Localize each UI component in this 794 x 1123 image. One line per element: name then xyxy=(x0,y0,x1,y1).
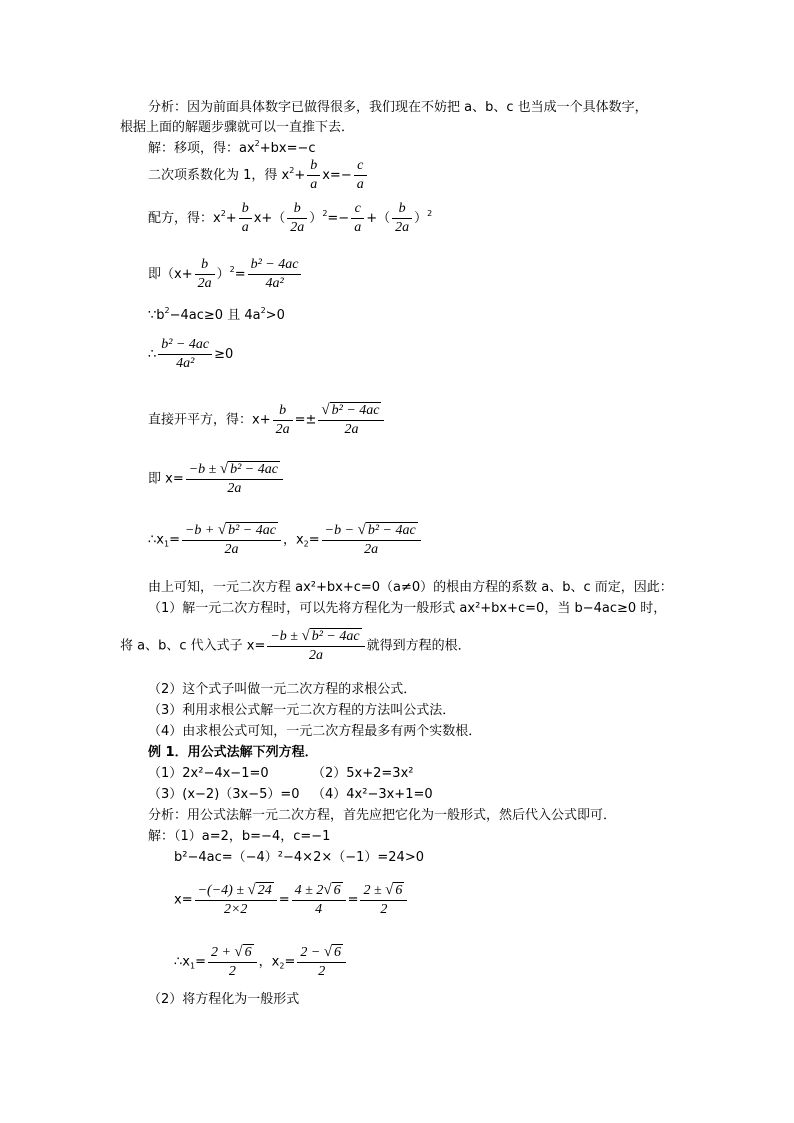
analysis-line-1: 分析：因为前面具体数字已做得很多，我们现在不妨把 a、b、c 也当成一个具体数字， xyxy=(148,100,648,115)
frac-c-over-a: $\frac{c}{a}$ xyxy=(354,158,367,193)
example-problem-2: （2）5x+2=3x² xyxy=(312,766,414,781)
example-analysis: 分析：用公式法解一元二次方程，首先应把它化为一般形式，然后代入公式即可． xyxy=(148,808,617,823)
step-quadratic-formula: 即 x= $\frac{\text{−b ± √ b² − 4ac}}{2a}$ xyxy=(148,461,285,497)
example-problem-3: （3）(x−2)（3x−5）=0 xyxy=(148,787,300,802)
example-discriminant: b²−4ac=（−4）²−4×2×（−1）=24>0 xyxy=(174,850,424,865)
frac-sqrt-disc-over-2a: $\frac{\text{√ b² − 4ac}}{2a}$ xyxy=(318,402,384,438)
frac-example-root1: $\frac{2 + √ 6}{2}$ xyxy=(208,944,257,980)
step-move-terms xyxy=(148,141,316,157)
step-move-prefix: 解：移项，得：ax xyxy=(148,141,255,156)
frac-example-step1: $\frac{-(-4) \pm √ 24}{2\times 2}$ xyxy=(195,882,277,918)
complete-text: 配方，得：x xyxy=(148,211,221,226)
frac-c-over-a-2: $\frac{c}{a}$ xyxy=(351,201,364,236)
step-coefficient: 二次项系数化为 1，得 $x^2+$ $\frac{b}{a}$ x=− $\frac{c}{a}$ xyxy=(148,158,369,193)
analysis-line-2: 根据上面的解题步骤就可以一直推下去． xyxy=(120,120,355,135)
frac-discriminant: $\frac{\text{b² − 4ac}}{\text{4a²}}$ xyxy=(248,257,302,292)
conclusion-item-4: （4）由求根公式可知，一元二次方程最多有两个实数根． xyxy=(148,724,482,739)
conclusion-substitute: 将 a、b、c 代入式子 x= $\frac{\text{−b ± √ b² − 4ac}}{2a}$ 就得到方程的根． xyxy=(120,628,471,663)
example-x-calculation: x= $\frac{-(-4) \pm √ 24}{2\times 2}$ = $\frac{4 \pm 2√ 6}{4}$ = $\frac{2 \pm √ 6}{2}$ xyxy=(174,882,409,918)
frac-quadratic-formula: $\frac{\text{−b ± √ b² − 4ac}}{2a}$ xyxy=(186,461,283,497)
frac-example-root2: $\frac{2 - √ 6}{2}$ xyxy=(297,944,346,980)
conclusion-item-3: （3）利用求根公式解一元二次方程的方法叫公式法． xyxy=(148,703,456,718)
example-problem-4: （4）4x²−3x+1=0 xyxy=(312,787,433,802)
frac-discriminant-2: $\frac{\text{b² − 4ac}}{\text{4a²}}$ xyxy=(158,337,212,372)
example-roots: $\therefore x_1=$ $\frac{2 + √ 6}{2}$ ，$x_2=$ $\frac{2 - √ 6}{2}$ xyxy=(174,944,348,980)
example-part-2: （2）将方程化为一般形式 xyxy=(148,992,300,1007)
step-therefore: ∴ $\frac{\text{b² − 4ac}}{\text{4a²}}$ ≥0 xyxy=(148,337,234,371)
frac-root-x1: $\frac{\text{−b + √ b² − 4ac}}{2a}$ xyxy=(182,522,281,558)
frac-b-over-a: $\frac{b}{a}$ xyxy=(307,158,320,193)
frac-b-over-2a-2: $\frac{b}{2a}$ xyxy=(392,201,412,236)
coef-text: 二次项系数化为 1，得 x xyxy=(148,168,290,183)
step-move-sup: 2 xyxy=(254,139,260,148)
step-square-root: 直接开平方，得：x+ $\frac{b}{2a}$ =± $\frac{\text{√ b² − 4ac}}{2a}$ xyxy=(148,402,386,438)
conclusion-item-1: （1）解一元二次方程时，可以先将方程化为一般形式 ax²+bx+c=0，当 b−4ac≥0 时， xyxy=(148,601,667,616)
frac-formula-inline: $\frac{\text{−b ± √ b² − 4ac}}{2a}$ xyxy=(267,628,364,664)
example-solution-1: 解：（1）a=2，b=−4，c=−1 xyxy=(148,829,331,844)
frac-root-x2: $\frac{\text{−b − √ b² − 4ac}}{2a}$ xyxy=(322,522,421,558)
example-title: 例 1．用公式法解下列方程． xyxy=(148,745,318,760)
frac-b-over-2a-4: $\frac{b}{2a}$ xyxy=(273,403,293,438)
conclusion-intro: 由上可知，一元二次方程 ax²+bx+c=0（a≠0）的根由方程的系数 a、b、c 而定，因此： xyxy=(148,580,673,595)
coef-sup: 2 xyxy=(289,166,295,175)
frac-example-step3: $\frac{2 \pm √ 6}{2}$ xyxy=(360,882,407,918)
step-move-rest: +bx=−c xyxy=(259,141,316,156)
frac-example-step2: $\frac{4 \pm 2√ 6}{4}$ xyxy=(292,882,346,918)
complete-sup: 2 xyxy=(220,209,226,218)
example-problem-1: （1）2x²−4x−1=0 xyxy=(148,766,269,781)
frac-b-over-2a: $\frac{b}{2a}$ xyxy=(287,201,307,236)
frac-b-over-2a-3: $\frac{b}{2a}$ xyxy=(195,257,215,292)
ie1-text: 即（x+ xyxy=(148,267,193,282)
step-roots: $\therefore x_1=$ $\frac{\text{−b + √ b² − 4ac}}{2a}$ ，$x_2=$ $\frac{\text{−b − √ b² − 4ac}}{2a}$ xyxy=(148,522,423,558)
step-ie-square: 即（x+ $\frac{b}{2a}$ ）$^2$= $\frac{\text{b² − 4ac}}{\text{4a²}}$ xyxy=(148,257,303,292)
conclusion-item-2: （2）这个式子叫做一元二次方程的求根公式． xyxy=(148,682,417,697)
step-because: $\because b^2-4ac\ge 0$ 且 $4a^2>0$ xyxy=(148,306,285,323)
frac-b-over-a-2: $\frac{b}{a}$ xyxy=(239,201,252,236)
step-complete-square: 配方，得：$x^2+$ $\frac{b}{a}$ x+（ $\frac{b}{2a}$ ）$^2$=− $\frac{c}{a}$ +（ $\frac{b}{2a}$ ）$^2$ xyxy=(148,201,433,235)
